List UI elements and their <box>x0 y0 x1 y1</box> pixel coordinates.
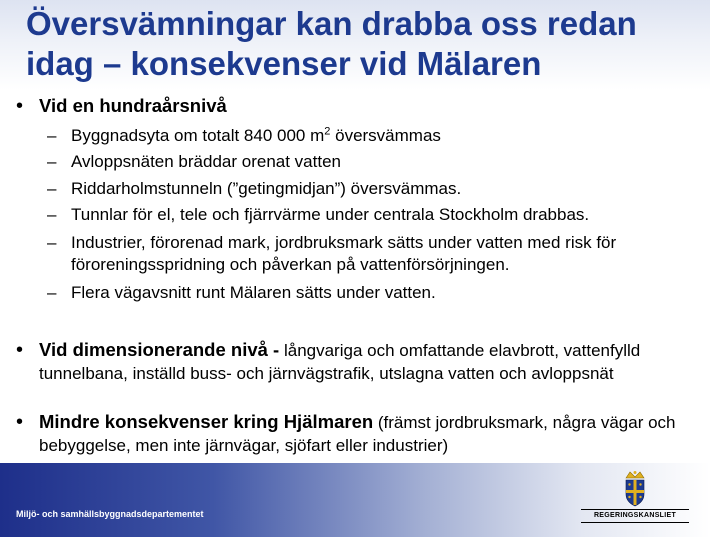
dash-marker: – <box>47 126 57 145</box>
dash-marker: – <box>47 152 57 171</box>
list-item: Riddarholmstunneln (”getingmidjan”) översvämmas. <box>71 179 462 198</box>
list-item: Avloppsnäten bräddar orenat vatten <box>71 152 341 171</box>
dash-marker: – <box>47 283 57 302</box>
list-item: Byggnadsyta om totalt 840 000 $m^2$ översvämmas <box>71 125 441 145</box>
dash-marker: – <box>47 205 57 224</box>
bullet-marker: • <box>16 339 24 361</box>
list-item: Industrier, förorenad mark, jordbruksmark sätts under vatten med risk för föroreningsspridning och påverkan på vattenförsörjningen. <box>71 233 617 274</box>
bullet-marker: • <box>16 411 24 433</box>
list-item: Tunnlar för el, tele och fjärrvärme under centrala Stockholm drabbas. <box>71 205 590 224</box>
section-paragraph: Mindre konsekvenser kring Hjälmaren (främst jordbruksmark, några vägar och bebyggelse, men inte järnvägar, sjöfart eller industrier) <box>39 411 676 455</box>
department-name: Miljö- och samhällsbyggnadsdepartementet <box>16 509 204 519</box>
section-paragraph: Vid dimensionerande nivå - långvariga och omfattande elavbrott, vattenfylld tunnelbana, inställd buss- och järnvägstrafik, utslagna vatten och avloppsnät <box>39 339 641 383</box>
logo-wordmark: REGERINGSKANSLIET <box>581 509 689 523</box>
section-heading: Vid en hundraårsnivå <box>39 95 227 116</box>
bullet-marker: • <box>16 95 24 117</box>
list-item: Flera vägavsnitt runt Mälaren sätts under vatten. <box>71 283 436 302</box>
dash-marker: – <box>47 233 57 252</box>
dash-marker: – <box>47 179 57 198</box>
slide-title: Översvämningar kan drabba oss redan idag – konsekvenser vid Mälaren <box>26 5 637 82</box>
